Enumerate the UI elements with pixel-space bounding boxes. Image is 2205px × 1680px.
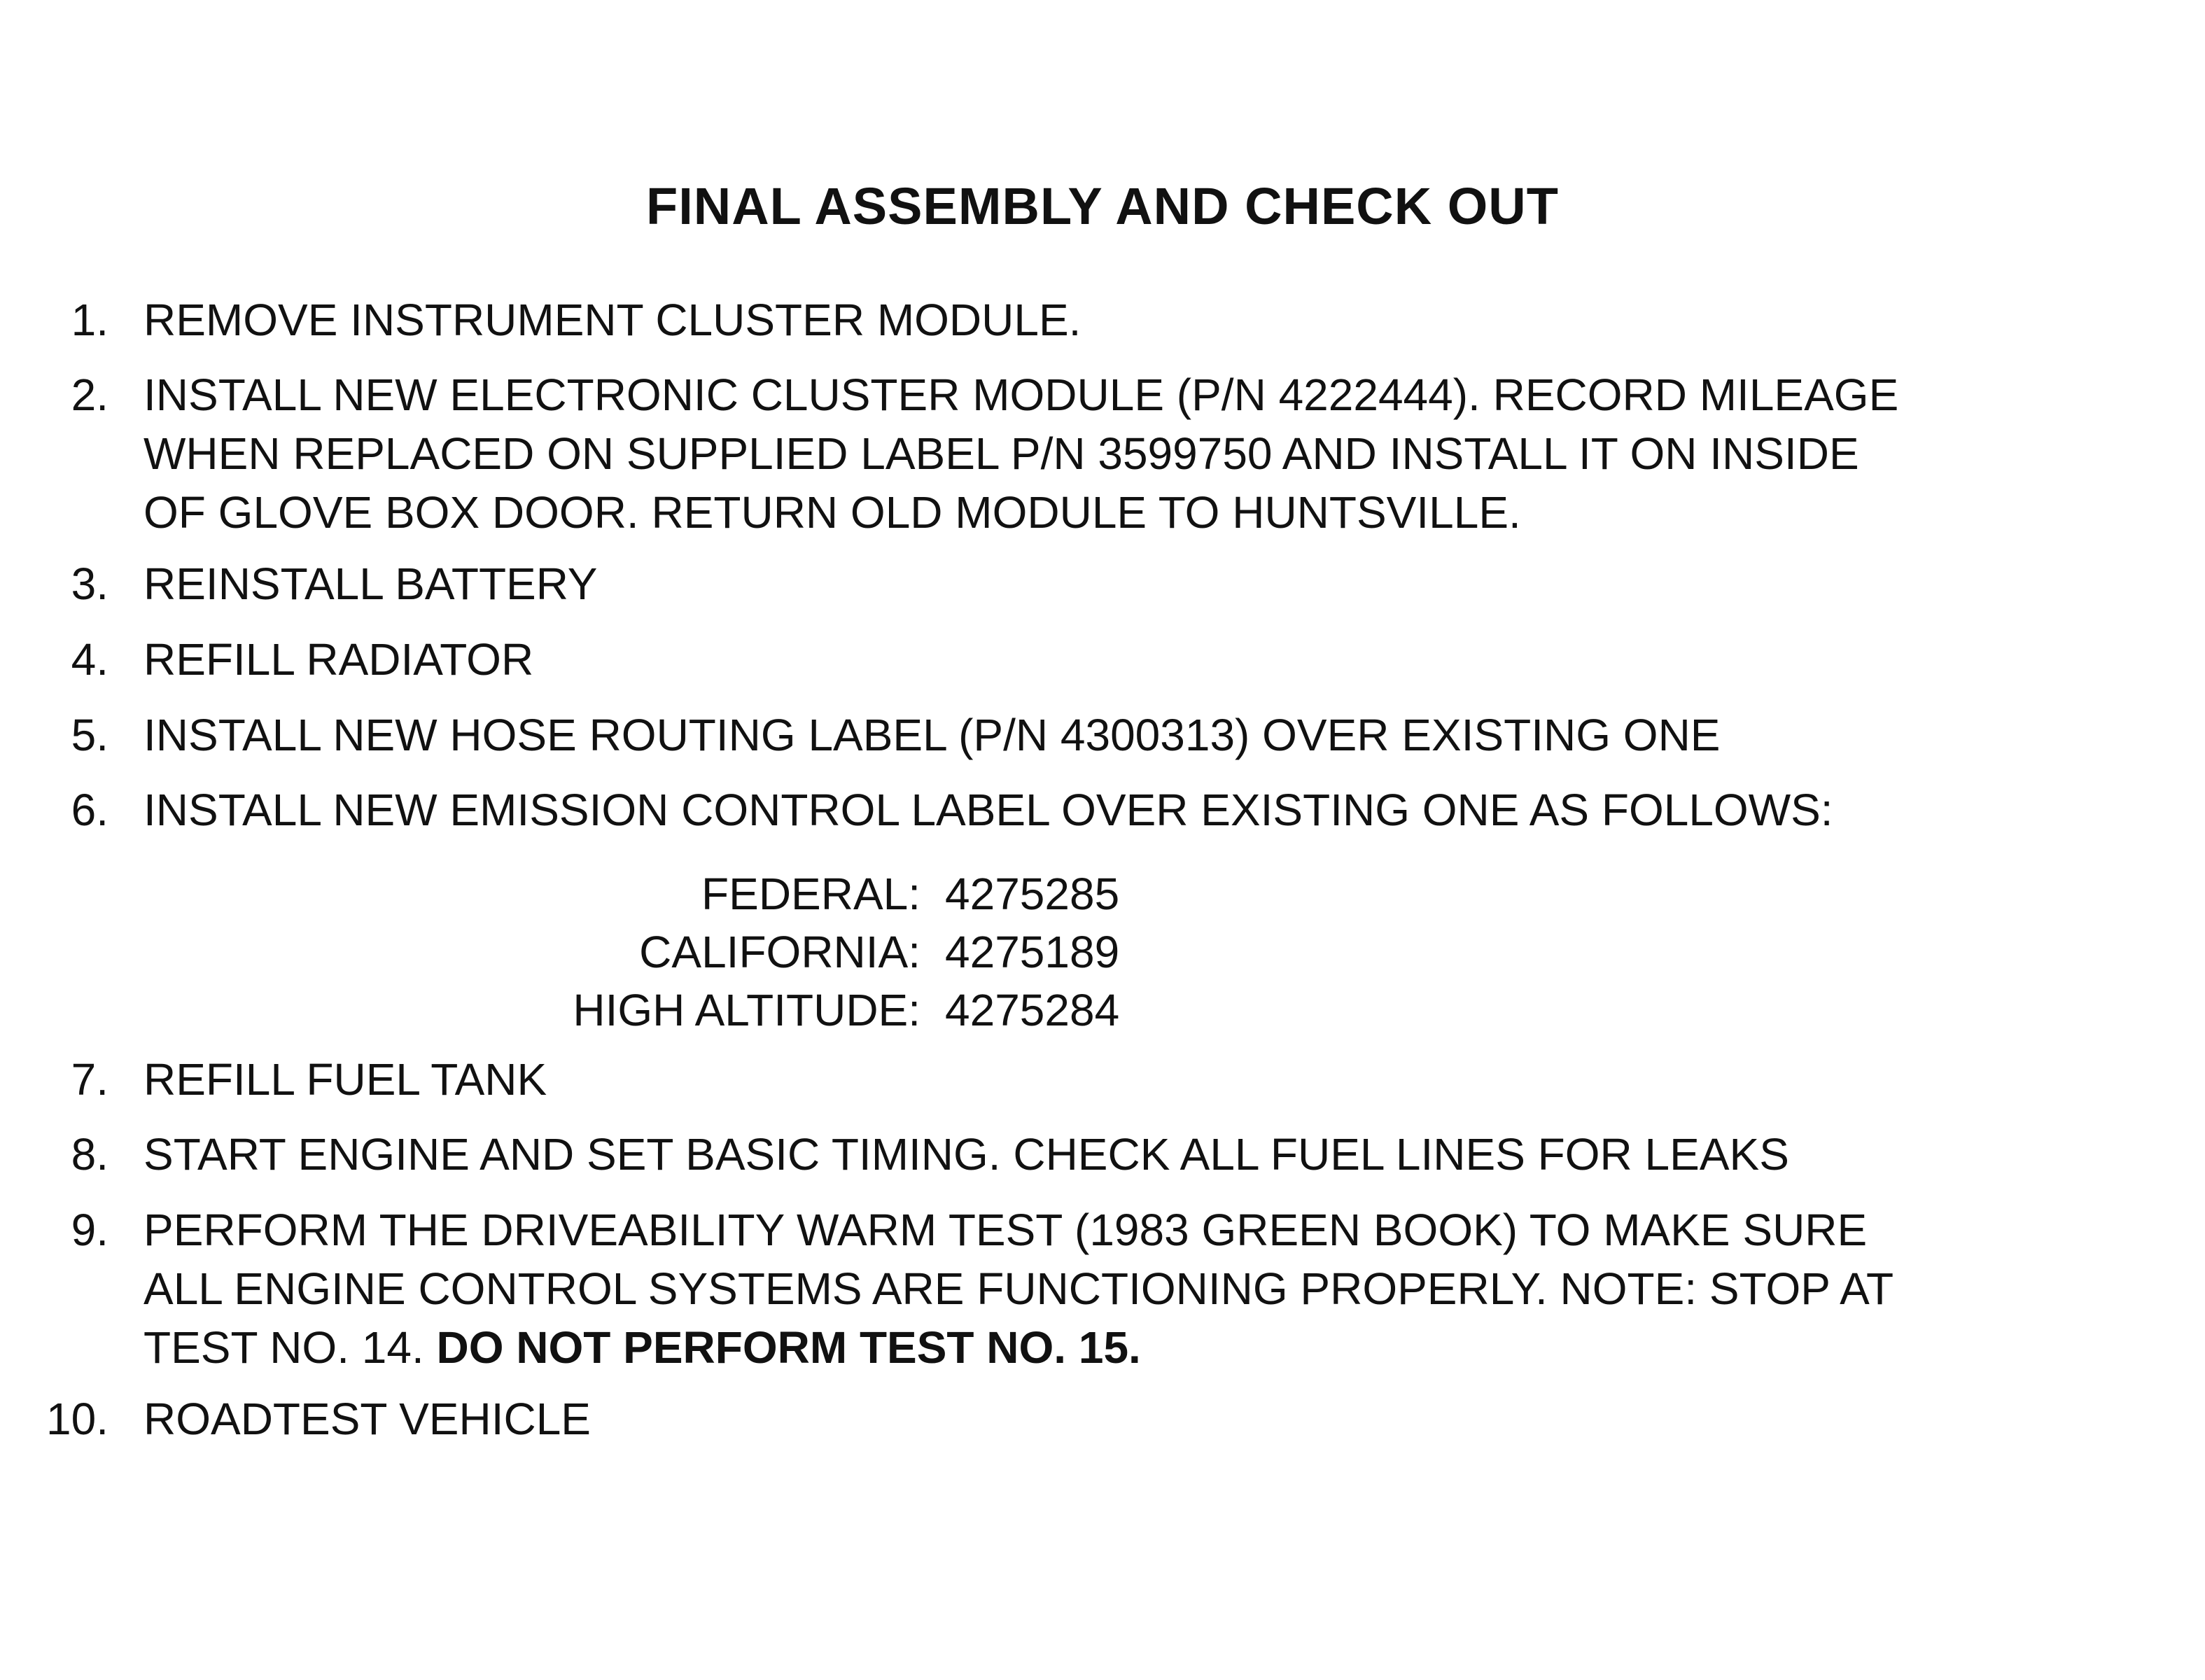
emission-part-number: 4275189: [945, 927, 1120, 977]
step-text-segment: TEST NO. 14.: [144, 1322, 424, 1373]
step-text-line: REMOVE INSTRUMENT CLUSTER MODULE.: [144, 295, 1082, 345]
step-text-line: [144, 1318, 2160, 1377]
step-text-line: OF GLOVE BOX DOOR. RETURN OLD MODULE TO HUNTSVILLE.: [144, 487, 1521, 538]
step-text-line: INSTALL NEW EMISSION CONTROL LABEL OVER EXISTING ONE AS FOLLOWS:: [144, 785, 1833, 835]
step-number: 9.: [71, 1205, 108, 1255]
step-number: 5.: [71, 710, 108, 760]
step-number: 7.: [71, 1054, 108, 1105]
emission-label-row: [0, 981, 2205, 1040]
step-warning-text: DO NOT PERFORM TEST NO. 15.: [436, 1322, 1141, 1373]
step-text-line: PERFORM THE DRIVEABILITY WARM TEST (1983 GREEN BOOK) TO MAKE SURE: [144, 1205, 1868, 1255]
step-number: 6.: [71, 785, 108, 835]
step-text: [144, 780, 2160, 839]
step-text-line: INSTALL NEW HOSE ROUTING LABEL (P/N 4300313) OVER EXISTING ONE: [144, 710, 1721, 760]
emission-label-row: [0, 923, 2205, 981]
step-number: 8.: [71, 1129, 108, 1180]
step-text: [144, 706, 2160, 764]
step-text-line: ROADTEST VEHICLE: [144, 1394, 591, 1444]
step-number: 1.: [71, 295, 108, 345]
emission-part-number: 4275284: [945, 985, 1120, 1035]
step-text: [144, 365, 2160, 542]
step-text: [144, 1200, 2160, 1377]
step-number: 4.: [71, 634, 108, 685]
step-text-line: ALL ENGINE CONTROL SYSTEMS ARE FUNCTIONING PROPERLY. NOTE: STOP AT: [144, 1264, 1894, 1314]
step-text: [144, 1125, 2160, 1184]
step-text: [144, 290, 2160, 349]
emission-part-number: 4275285: [945, 869, 1120, 919]
step-text-line: START ENGINE AND SET BASIC TIMING. CHECK ALL FUEL LINES FOR LEAKS: [144, 1129, 1789, 1180]
step-text: [144, 630, 2160, 689]
emission-region: CALIFORNIA:: [639, 927, 920, 977]
step-text-line: WHEN REPLACED ON SUPPLIED LABEL P/N 3599750 AND INSTALL IT ON INSIDE: [144, 428, 1859, 479]
step-text-line: REFILL RADIATOR: [144, 634, 534, 685]
step-text-line: REINSTALL BATTERY: [144, 559, 598, 609]
step-number: 10.: [46, 1394, 108, 1444]
emission-region: FEDERAL:: [701, 869, 920, 919]
document-title: FINAL ASSEMBLY AND CHECK OUT: [646, 177, 1559, 235]
emission-label-row: [0, 864, 2205, 923]
step-number: 2.: [71, 370, 108, 420]
step-number: 3.: [71, 559, 108, 609]
step-text-line: REFILL FUEL TANK: [144, 1054, 547, 1105]
step-text: [144, 1390, 2160, 1448]
step-text-line: INSTALL NEW ELECTRONIC CLUSTER MODULE (P/N 4222444). RECORD MILEAGE: [144, 370, 1899, 420]
step-text: [144, 1050, 2160, 1109]
emission-region: HIGH ALTITUDE:: [573, 985, 920, 1035]
step-text: [144, 554, 2160, 613]
